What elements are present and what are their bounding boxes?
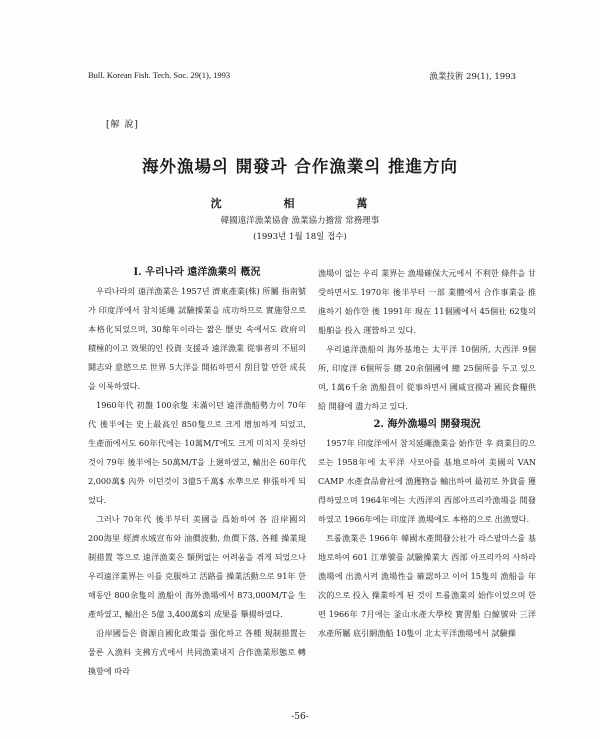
received-date: (1993년 1월 18일 접수) [253, 232, 347, 242]
author-affiliation: 韓國遠洋漁業協會 漁業協力擔當 常務理事 [220, 216, 380, 226]
section-tag: [解 說] [106, 120, 139, 130]
running-header-right: 漁業技術 29(1), 1993 [429, 72, 516, 82]
paragraph: 트롤漁業은 1966年 韓國水產開發公社가 라스팔마스를 基地로하여 601 江華號를 試驗操業大 西部 아프리카의 사하라漁場에 出漁시켜 漁場性을 確認하고 이어 15隻의 漁船을 年次的으로 投入 操業하게 된 것이 트롤漁業의 始作이었으며 한편 1966年 7月에는 釜山水產大學校 實習船 白鯨號와 三洋水產所屬 底引網漁船 10隻이 北太平洋漁場에서 試驗操 [318, 533, 536, 638]
author-name: 沈 相 萬 [210, 197, 390, 210]
paragraph: 우리遠洋漁船의 海外基地는 太平洋 10個所, 大西洋 9個所, 印度洋 6個所등 總 20余個國에 總 25個所를 두고 있으며, 1萬6千余 漁船員이 從事하면서 國威宣揚과 國民食糧供給 開發에 盡力하고 있다. [318, 344, 536, 411]
right-column [318, 264, 536, 643]
section-heading-1: Ⅰ. 우리나라 遠洋漁業의 槪況 [133, 267, 261, 278]
section-heading-2: 2. 海外漁場의 開發現況 [373, 419, 481, 430]
paragraph: 1957年 印度洋에서 참치延繩漁業을 始作한 후 商業目的으로는 1958年에 太平洋 사모아를 基地로하여 美國의 VAN CAMP 水產食品會社에 漁獲物을 輸出하여 最初로 外貨를 獲得하였으며 1964年에는 大西洋의 西部아프리카漁場을 開發하였고 1966年에는 印度洋 漁場에도 本格的으로 出漁했다. [318, 438, 536, 524]
article-title: 海外漁場의 開發과 合作漁業의 推進方向 [141, 157, 459, 176]
running-header-left: Bull. Korean Fish. Tech. Soc. 29(1), 1993 [88, 70, 231, 80]
paragraph: 沿岸國들은 資源自國化政策을 强化하고 各種 規制措置는 물론 入漁料 支拂方式에서 共同漁業내지 合作漁業形態로 轉換함에 따라 [88, 628, 306, 676]
paragraph: 漁場이 없는 우리 業界는 漁場確保大元에서 不利한 條件을 甘受하면서도 1970年 後半부터 一部 業體에서 合作事業을 推進하기 始作한 後 1991年 現在 11個國에서 45個社 62隻의 船舶을 投入 運營하고 있다. [318, 268, 536, 335]
page-number: -56- [291, 712, 309, 722]
left-column [88, 264, 306, 681]
paragraph: 1960年代 初盤 100余隻 未滿이던 遠洋漁船勢力이 70年代 後半에는 史上最高인 850隻으로 크게 增加하게 되었고, 生產面에서도 60年代에는 10萬M/T에도 크게 미치지 못하던 것이 79年 後半에는 50萬M/T을 上廻하였고, 輸出은 60年代 2,000萬$ 內外 이던것이 3億5千萬$ 水準으로 伸張하게 되었다. [88, 400, 306, 505]
paragraph: 그러나 70年代 後半부터 美國을 爲始하여 各 沿岸國의 200海里 經濟水域宣布와 油價波動, 魚價下落, 各種 操業規制措置 等으로 遠洋漁業은 類例없는 어려움을 겪게 되었으나 우리遠洋業界는 이를 克服하고 活路를 操業活動으로 91年 한해동안 800余隻의 漁船이 海外漁場에서 873,000M/T을 生產하였고, 輸出은 5億 3,400萬$의 成果를 擧揚하였다. [88, 514, 306, 619]
paragraph: 우리나라의 遠洋漁業은 1957년 濟東產業(株) 所屬 指南號가 印度洋에서 참치延繩 試驗操業을 成功하므로 實施함으로 本格化되었으며, 30餘年이라는 짧은 歷史 속에서도 政府의 積極的이고 效果的인 投資 支援과 遠洋漁業 從事者의 不屈의 鬪志와 意慾으로 世界 5大洋을 開拓하면서 刮目할 만한 成長을 이룩하였다. [88, 286, 306, 391]
